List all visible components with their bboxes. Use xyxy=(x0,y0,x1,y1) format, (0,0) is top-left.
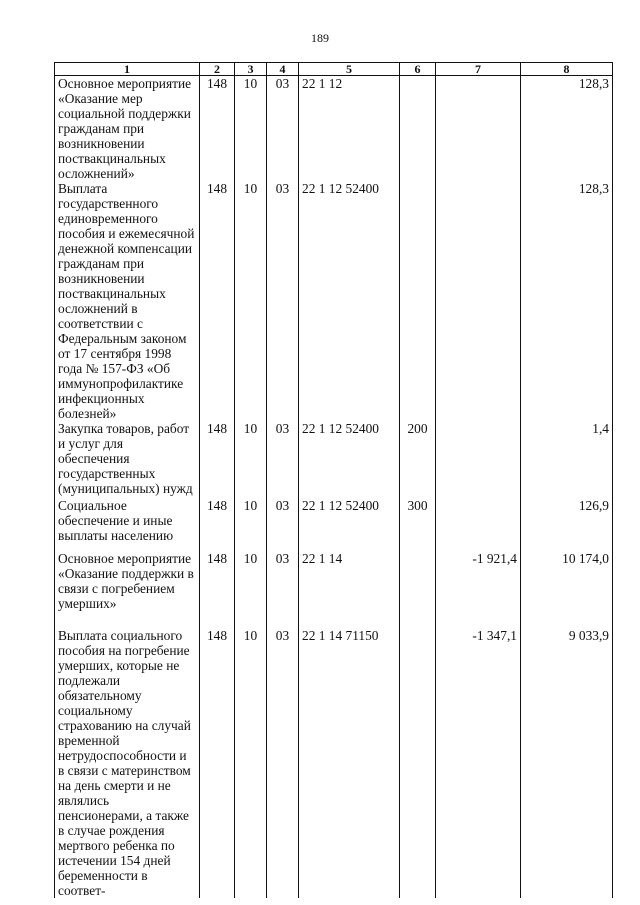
cell-col-5: 22 1 14 xyxy=(299,551,400,628)
cell-col-8: 128,3 xyxy=(521,181,613,421)
header-col-5: 5 xyxy=(299,63,400,76)
table-row xyxy=(55,421,613,498)
cell-col-8: 128,3 xyxy=(521,76,613,182)
table-row xyxy=(55,76,613,182)
header-col-1: 1 xyxy=(55,63,200,76)
row-name: Закупка товаров, работ и услуг для обеспечения государственных (муниципальных) нужд xyxy=(58,421,193,496)
cell-col-8: 126,9 xyxy=(521,498,613,551)
row-name: Выплата государственного единовременного пособия и ежемесячной денежной компенсации гражданам при возникновении поствакцинальных осложнений в соответствии с Федеральным законом от 17 сентября 1998 года № 157-ФЗ «Об иммунопрофилактике инфекционных болезней» xyxy=(58,181,195,421)
row-name-cell xyxy=(55,551,200,628)
cell-col-6 xyxy=(400,628,436,898)
cell-col-8: 1,4 xyxy=(521,421,613,498)
cell-col-7 xyxy=(436,76,521,182)
cell-col-3: 10 xyxy=(235,628,267,898)
cell-col-4: 03 xyxy=(267,76,299,182)
cell-col-5: 22 1 12 52400 xyxy=(299,421,400,498)
row-name: Социальное обеспечение и иные выплаты населению xyxy=(58,498,174,543)
row-name-cell xyxy=(55,628,200,898)
cell-col-5: 22 1 12 52400 xyxy=(299,181,400,421)
cell-col-2: 148 xyxy=(200,181,235,421)
cell-col-8: 9 033,9 xyxy=(521,628,613,898)
cell-col-7 xyxy=(436,421,521,498)
cell-col-4: 03 xyxy=(267,628,299,898)
cell-col-6: 200 xyxy=(400,421,436,498)
cell-col-6 xyxy=(400,76,436,182)
table-header-row xyxy=(55,63,613,76)
cell-col-3: 10 xyxy=(235,76,267,182)
row-name: Основное мероприятие «Оказание поддержки в связи с погребением умерших» xyxy=(58,551,194,611)
cell-col-4: 03 xyxy=(267,421,299,498)
row-name-cell xyxy=(55,498,200,551)
cell-col-3: 10 xyxy=(235,498,267,551)
header-col-3: 3 xyxy=(235,63,267,76)
cell-col-2: 148 xyxy=(200,628,235,898)
cell-col-2: 148 xyxy=(200,551,235,628)
row-name-cell xyxy=(55,421,200,498)
cell-col-5: 22 1 12 xyxy=(299,76,400,182)
cell-col-4: 03 xyxy=(267,498,299,551)
row-name: Основное мероприятие «Оказание мер социальной поддержки гражданам при возникновении поствакцинальных осложнений» xyxy=(58,76,192,181)
cell-col-2: 148 xyxy=(200,421,235,498)
header-col-6: 6 xyxy=(400,63,436,76)
cell-col-7: -1 921,4 xyxy=(436,551,521,628)
cell-col-3: 10 xyxy=(235,181,267,421)
cell-col-4: 03 xyxy=(267,181,299,421)
header-col-2: 2 xyxy=(200,63,235,76)
cell-col-8: 10 174,0 xyxy=(521,551,613,628)
row-name-cell xyxy=(55,181,200,421)
cell-col-5: 22 1 14 71150 xyxy=(299,628,400,898)
cell-col-2: 148 xyxy=(200,76,235,182)
cell-col-6 xyxy=(400,181,436,421)
cell-col-7: -1 347,1 xyxy=(436,628,521,898)
cell-col-3: 10 xyxy=(235,551,267,628)
header-col-4: 4 xyxy=(267,63,299,76)
row-name: Выплата социального пособия на погребение умерших, которые не подлежали обязательному социальному страхованию на случай временной нетрудоспособности и в связи с материнством на день смерти и не являлись пенсионерами, а также в случае рождения мертвого ребенка по истечении 154 дней беременности в соответ- xyxy=(58,628,191,898)
page-number: 189 xyxy=(311,31,329,45)
table-row xyxy=(55,628,613,898)
cell-col-6 xyxy=(400,551,436,628)
cell-col-7 xyxy=(436,498,521,551)
row-name-cell xyxy=(55,76,200,182)
budget-table xyxy=(54,62,613,898)
table-row xyxy=(55,551,613,628)
cell-col-7 xyxy=(436,181,521,421)
cell-col-6: 300 xyxy=(400,498,436,551)
cell-col-4: 03 xyxy=(267,551,299,628)
cell-col-5: 22 1 12 52400 xyxy=(299,498,400,551)
header-col-7: 7 xyxy=(436,63,521,76)
table-row xyxy=(55,181,613,421)
table-row xyxy=(55,498,613,551)
cell-col-3: 10 xyxy=(235,421,267,498)
header-col-8: 8 xyxy=(521,63,613,76)
cell-col-2: 148 xyxy=(200,498,235,551)
